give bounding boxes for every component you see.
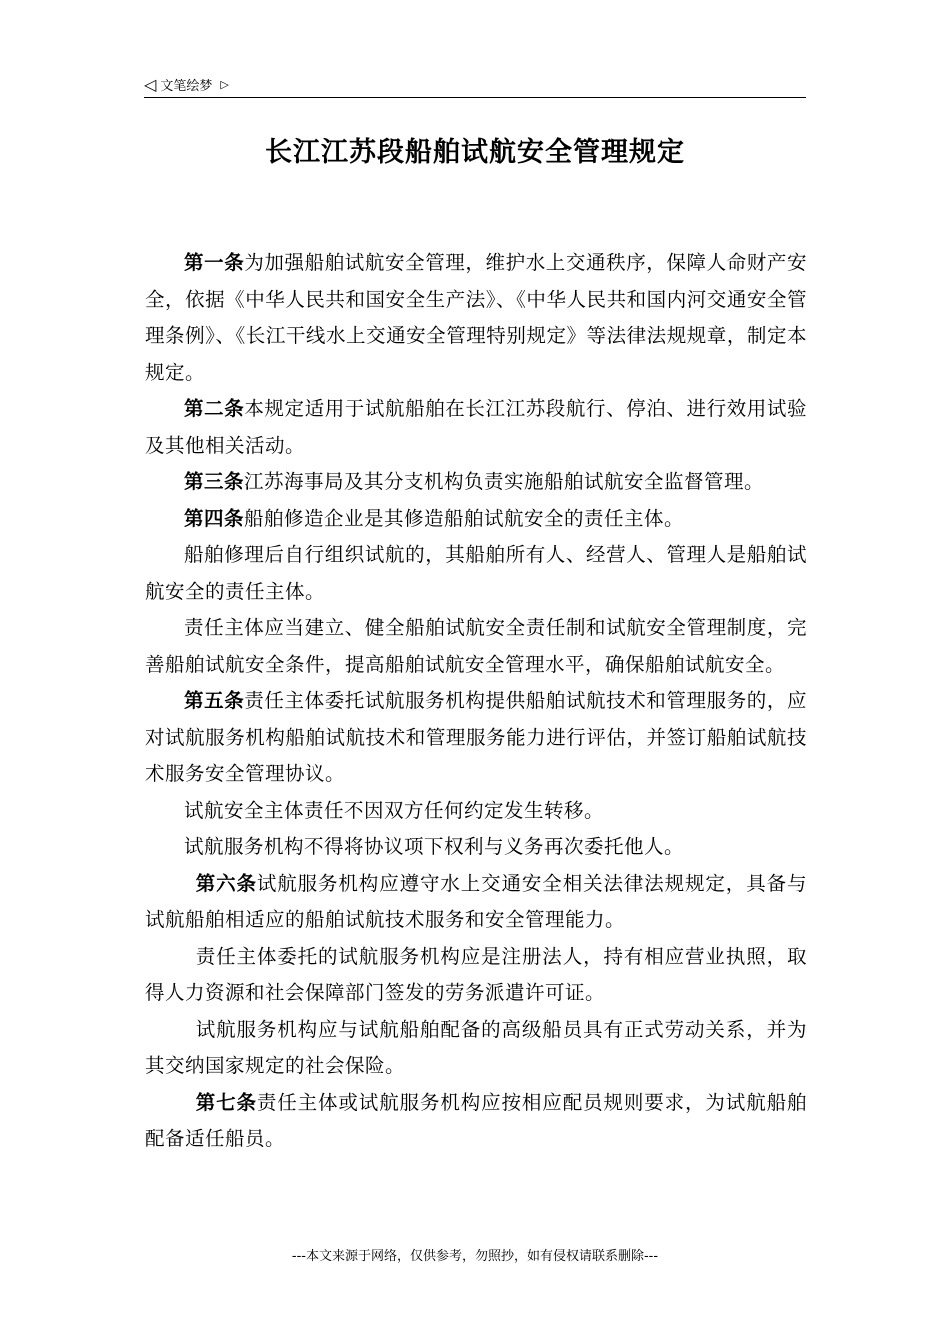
article-text: 责任主体应当建立、健全船舶试航安全责任制和试航安全管理制度，完善船舶试航安全条件，提高船舶试航安全管理水平，确保船舶试航安全。: [145, 616, 807, 676]
article-text: 试航服务机构应与试航船舶配备的高级船员具有正式劳动关系，并为其交纳国家规定的社会保险。: [145, 1017, 807, 1077]
article-text: 船舶修理后自行组织试航的，其船舶所有人、经营人、管理人是船舶试航安全的责任主体。: [145, 543, 807, 603]
article-5-para-2: [145, 793, 807, 830]
article-text: 江苏海事局及其分支机构负责实施船舶试航安全监督管理。: [244, 470, 765, 493]
article-5-para-3: [145, 829, 807, 866]
article-text: 本规定适用于试航船舶在长江江苏段航行、停泊、进行效用试验及其他相关活动。: [145, 397, 807, 457]
article-5: [145, 683, 807, 793]
article-3: [145, 464, 807, 501]
article-6-para-3: [145, 1012, 807, 1085]
article-label: 第一条: [184, 251, 245, 274]
article-text: 责任主体委托的试航服务机构应是注册法人，持有相应营业执照，取得人力资源和社会保障部门签发的劳务派遣许可证。: [145, 944, 807, 1004]
article-text: 试航服务机构应遵守水上交通安全相关法律法规规定，具备与试航船舶相适应的船舶试航技术服务和安全管理能力。: [145, 871, 807, 931]
article-text: 试航安全主体责任不因双方任何约定发生转移。: [184, 798, 605, 822]
article-2: [145, 391, 807, 464]
header-brand: [144, 75, 229, 94]
article-4-para-3: [145, 610, 807, 683]
article-text: 责任主体委托试航服务机构提供船舶试航技术和管理服务的，应对试航服务机构船舶试航技术和管理服务能力进行评估，并签订船舶试航技术服务安全管理协议。: [145, 689, 807, 785]
page-header: [144, 73, 806, 98]
article-6-para-2: [145, 939, 807, 1012]
article-label: 第二条: [184, 397, 245, 420]
article-label: 第七条: [195, 1090, 257, 1114]
article-label: 第五条: [184, 689, 245, 712]
article-label: 第四条: [184, 506, 245, 530]
triangle-right-icon: ▷: [220, 77, 229, 91]
article-1: [145, 245, 807, 391]
document-body: [145, 245, 807, 1158]
article-label: 第三条: [184, 470, 245, 493]
article-6: [145, 866, 807, 939]
article-4: [145, 501, 807, 538]
header-label: 文笔绘梦: [160, 79, 213, 94]
article-label: 第六条: [195, 871, 257, 895]
document-title: 长江江苏段船舶试航安全管理规定: [265, 137, 685, 168]
article-text: 船舶修造企业是其修造船舶试航安全的责任主体。: [244, 506, 685, 530]
triangle-left-icon: ◁: [144, 74, 157, 94]
article-text: 试航服务机构不得将协议项下权利与义务再次委托他人。: [184, 835, 685, 858]
article-text: 为加强船舶试航安全管理，维护水上交通秩序，保障人命财产安全，依据《中华人民共和国安全生产法》、《中华人民共和国内河交通安全管理条例》、《长江干线水上交通安全管理特别规定》等法律法规规章，制定本规定。: [145, 251, 807, 384]
article-4-para-2: [145, 537, 807, 610]
article-text: 责任主体或试航服务机构应按相应配员规则要求，为试航船舶配备适任船员。: [145, 1090, 807, 1150]
page-footer-note: ---本文来源于网络，仅供参考，勿照抄，如有侵权请联系删除---: [291, 1249, 659, 1264]
article-7: [145, 1085, 807, 1158]
